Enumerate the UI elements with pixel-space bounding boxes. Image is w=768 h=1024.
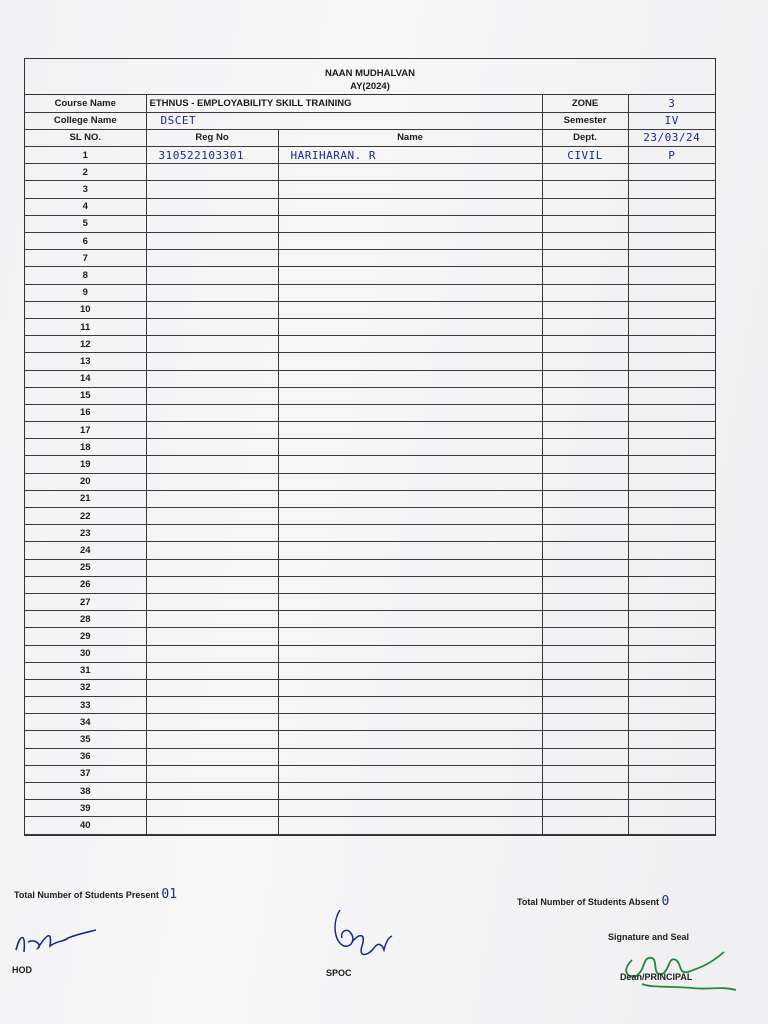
- dept-cell: [542, 336, 628, 353]
- student-name-cell: [278, 353, 542, 370]
- attendance-status-cell: [628, 783, 715, 800]
- table-row: [25, 525, 715, 542]
- table-row: [25, 576, 715, 593]
- serial-number-cell: 17: [25, 422, 146, 439]
- attendance-status-cell: [628, 645, 715, 662]
- reg-number-cell: [146, 679, 278, 696]
- serial-number-cell: 35: [25, 731, 146, 748]
- table-row: [25, 628, 715, 645]
- reg-number-cell: [146, 198, 278, 215]
- reg-number-cell: [146, 439, 278, 456]
- student-name-cell: [278, 439, 542, 456]
- attendance-status-cell: [628, 765, 715, 782]
- attendance-status-cell: [628, 387, 715, 404]
- dept-cell: [542, 370, 628, 387]
- dept-cell: [542, 404, 628, 421]
- serial-number-cell: 14: [25, 370, 146, 387]
- reg-number-cell: [146, 576, 278, 593]
- reg-number-cell: [146, 525, 278, 542]
- dept-cell: [542, 800, 628, 817]
- dept-header: Dept.: [542, 129, 628, 146]
- dept-cell: [542, 679, 628, 696]
- table-row: [25, 336, 715, 353]
- student-name-cell: [278, 817, 542, 834]
- present-label: Total Number of Students Present: [14, 890, 159, 900]
- table-row: [25, 645, 715, 662]
- student-name-cell: [278, 456, 542, 473]
- college-row: [25, 112, 715, 129]
- table-row: [25, 679, 715, 696]
- present-total: [14, 887, 177, 902]
- reg-number-cell: [146, 800, 278, 817]
- attendance-status-cell: [628, 662, 715, 679]
- table-row: [25, 404, 715, 421]
- reg-number-cell: [146, 422, 278, 439]
- table-row: [25, 250, 715, 267]
- serial-number-cell: 30: [25, 645, 146, 662]
- serial-number-cell: 1: [25, 147, 146, 164]
- hod-signature: [8, 912, 108, 962]
- dept-cell: [542, 783, 628, 800]
- dept-cell: [542, 250, 628, 267]
- present-value: 01: [161, 887, 178, 902]
- serial-number-cell: 6: [25, 233, 146, 250]
- serial-number-cell: 26: [25, 576, 146, 593]
- serial-number-cell: 15: [25, 387, 146, 404]
- reg-number-cell: [146, 508, 278, 525]
- reg-number-cell: [146, 164, 278, 181]
- reg-number-cell: [146, 731, 278, 748]
- dept-cell: [542, 198, 628, 215]
- dept-cell: [542, 748, 628, 765]
- dept-cell: [542, 233, 628, 250]
- serial-number-cell: 16: [25, 404, 146, 421]
- reg-number-cell: [146, 542, 278, 559]
- attendance-status-cell: [628, 233, 715, 250]
- student-name-cell: [278, 490, 542, 507]
- principal-signature: [612, 930, 752, 1000]
- course-value: ETHNUS - EMPLOYABILITY SKILL TRAINING: [146, 95, 542, 112]
- table-row: [25, 714, 715, 731]
- absent-total: [517, 894, 669, 909]
- reg-number-cell: [146, 181, 278, 198]
- student-name-cell: [278, 559, 542, 576]
- reg-number-cell: [146, 611, 278, 628]
- attendance-status-cell: [628, 679, 715, 696]
- table-row: [25, 542, 715, 559]
- attendance-status-cell: [628, 525, 715, 542]
- reg-number-cell: [146, 559, 278, 576]
- dept-cell: [542, 731, 628, 748]
- reg-number-cell: 310522103301: [146, 147, 278, 164]
- student-name-cell: [278, 336, 542, 353]
- reg-number-cell: [146, 301, 278, 318]
- attendance-status-cell: [628, 353, 715, 370]
- table-row: [25, 508, 715, 525]
- attendance-status-cell: [628, 731, 715, 748]
- student-name-cell: [278, 215, 542, 232]
- attendance-status-cell: [628, 473, 715, 490]
- table-row: [25, 267, 715, 284]
- dept-cell: [542, 267, 628, 284]
- student-name-cell: [278, 679, 542, 696]
- table-row: [25, 387, 715, 404]
- serial-number-cell: 40: [25, 817, 146, 834]
- principal-label: Dean/PRINCIPAL: [620, 972, 693, 982]
- dept-cell: CIVIL: [542, 147, 628, 164]
- serial-number-cell: 33: [25, 697, 146, 714]
- reg-number-cell: [146, 628, 278, 645]
- table-row: [25, 800, 715, 817]
- reg-header: Reg No: [146, 129, 278, 146]
- dept-cell: [542, 559, 628, 576]
- table-row: [25, 765, 715, 782]
- student-name-cell: [278, 508, 542, 525]
- student-name-cell: [278, 662, 542, 679]
- table-row: [25, 593, 715, 610]
- serial-number-cell: 39: [25, 800, 146, 817]
- student-name-cell: HARIHARAN. R: [278, 147, 542, 164]
- dept-cell: [542, 215, 628, 232]
- attendance-status-cell: [628, 370, 715, 387]
- form-header: [25, 59, 715, 95]
- serial-number-cell: 23: [25, 525, 146, 542]
- dept-cell: [542, 611, 628, 628]
- student-name-cell: [278, 645, 542, 662]
- attendance-form: [24, 58, 716, 836]
- serial-number-cell: 19: [25, 456, 146, 473]
- dept-cell: [542, 164, 628, 181]
- reg-number-cell: [146, 697, 278, 714]
- serial-number-cell: 34: [25, 714, 146, 731]
- table-row: [25, 748, 715, 765]
- table-row: [25, 301, 715, 318]
- reg-number-cell: [146, 370, 278, 387]
- student-name-cell: [278, 473, 542, 490]
- attendance-status-cell: [628, 404, 715, 421]
- student-name-cell: [278, 697, 542, 714]
- student-name-cell: [278, 233, 542, 250]
- student-name-cell: [278, 748, 542, 765]
- serial-number-cell: 2: [25, 164, 146, 181]
- name-header: Name: [278, 129, 542, 146]
- table-row: [25, 559, 715, 576]
- serial-number-cell: 11: [25, 318, 146, 335]
- student-name-cell: [278, 576, 542, 593]
- reg-number-cell: [146, 748, 278, 765]
- dept-cell: [542, 318, 628, 335]
- serial-number-cell: 22: [25, 508, 146, 525]
- table-row: [25, 783, 715, 800]
- table-row: [25, 456, 715, 473]
- table-row: [25, 147, 715, 164]
- reg-number-cell: [146, 765, 278, 782]
- table-row: [25, 697, 715, 714]
- college-value: DSCET: [146, 112, 542, 129]
- attendance-status-cell: [628, 508, 715, 525]
- attendance-table: [25, 95, 715, 835]
- dept-cell: [542, 284, 628, 301]
- reg-number-cell: [146, 714, 278, 731]
- serial-number-cell: 31: [25, 662, 146, 679]
- student-name-cell: [278, 387, 542, 404]
- serial-number-cell: 32: [25, 679, 146, 696]
- serial-number-cell: 5: [25, 215, 146, 232]
- reg-number-cell: [146, 404, 278, 421]
- sl-header: SL NO.: [25, 129, 146, 146]
- serial-number-cell: 7: [25, 250, 146, 267]
- student-name-cell: [278, 404, 542, 421]
- dept-cell: [542, 714, 628, 731]
- serial-number-cell: 13: [25, 353, 146, 370]
- attendance-status-cell: [628, 181, 715, 198]
- student-name-cell: [278, 542, 542, 559]
- attendance-status-cell: [628, 714, 715, 731]
- attendance-status-cell: [628, 576, 715, 593]
- table-row: [25, 473, 715, 490]
- attendance-status-cell: [628, 284, 715, 301]
- attendance-status-cell: [628, 439, 715, 456]
- dept-cell: [542, 490, 628, 507]
- absent-label: Total Number of Students Absent: [517, 897, 660, 907]
- serial-number-cell: 27: [25, 593, 146, 610]
- reg-number-cell: [146, 662, 278, 679]
- student-name-cell: [278, 611, 542, 628]
- student-name-cell: [278, 181, 542, 198]
- seal-label: Signature and Seal: [608, 932, 690, 942]
- attendance-status-cell: [628, 817, 715, 834]
- dept-cell: [542, 645, 628, 662]
- serial-number-cell: 38: [25, 783, 146, 800]
- spoc-label: SPOC: [326, 968, 352, 978]
- dept-cell: [542, 473, 628, 490]
- reg-number-cell: [146, 233, 278, 250]
- reg-number-cell: [146, 318, 278, 335]
- student-name-cell: [278, 525, 542, 542]
- attendance-status-cell: [628, 336, 715, 353]
- college-label: College Name: [25, 112, 146, 129]
- dept-cell: [542, 387, 628, 404]
- attendance-status-cell: [628, 318, 715, 335]
- reg-number-cell: [146, 353, 278, 370]
- dept-cell: [542, 542, 628, 559]
- reg-number-cell: [146, 336, 278, 353]
- reg-number-cell: [146, 387, 278, 404]
- dept-cell: [542, 301, 628, 318]
- dept-cell: [542, 525, 628, 542]
- column-header-row: [25, 129, 715, 146]
- attendance-status-cell: [628, 628, 715, 645]
- attendance-status-cell: [628, 301, 715, 318]
- dept-cell: [542, 456, 628, 473]
- table-row: [25, 164, 715, 181]
- serial-number-cell: 37: [25, 765, 146, 782]
- serial-number-cell: 28: [25, 611, 146, 628]
- student-name-cell: [278, 250, 542, 267]
- table-row: [25, 422, 715, 439]
- student-name-cell: [278, 783, 542, 800]
- table-row: [25, 817, 715, 834]
- attendance-status-cell: [628, 422, 715, 439]
- student-name-cell: [278, 318, 542, 335]
- student-name-cell: [278, 628, 542, 645]
- semester-value: IV: [628, 112, 715, 129]
- attendance-status-cell: [628, 559, 715, 576]
- attendance-status-cell: [628, 456, 715, 473]
- reg-number-cell: [146, 490, 278, 507]
- student-name-cell: [278, 164, 542, 181]
- dept-cell: [542, 181, 628, 198]
- attendance-status-cell: [628, 542, 715, 559]
- table-row: [25, 662, 715, 679]
- zone-label: ZONE: [542, 95, 628, 112]
- student-name-cell: [278, 765, 542, 782]
- attendance-status-cell: [628, 593, 715, 610]
- attendance-status-cell: [628, 611, 715, 628]
- attendance-status-cell: [628, 748, 715, 765]
- serial-number-cell: 24: [25, 542, 146, 559]
- serial-number-cell: 12: [25, 336, 146, 353]
- zone-value: 3: [628, 95, 715, 112]
- attendance-status-cell: [628, 800, 715, 817]
- dept-cell: [542, 817, 628, 834]
- serial-number-cell: 21: [25, 490, 146, 507]
- table-row: [25, 284, 715, 301]
- table-row: [25, 731, 715, 748]
- attendance-status-cell: [628, 250, 715, 267]
- attendance-status-cell: [628, 215, 715, 232]
- serial-number-cell: 10: [25, 301, 146, 318]
- student-name-cell: [278, 370, 542, 387]
- dept-cell: [542, 439, 628, 456]
- dept-cell: [542, 353, 628, 370]
- table-row: [25, 370, 715, 387]
- reg-number-cell: [146, 817, 278, 834]
- table-row: [25, 233, 715, 250]
- spoc-signature: [322, 902, 402, 972]
- reg-number-cell: [146, 783, 278, 800]
- student-name-cell: [278, 800, 542, 817]
- reg-number-cell: [146, 645, 278, 662]
- dept-cell: [542, 765, 628, 782]
- reg-number-cell: [146, 456, 278, 473]
- dept-cell: [542, 508, 628, 525]
- reg-number-cell: [146, 250, 278, 267]
- attendance-status-cell: [628, 267, 715, 284]
- student-name-cell: [278, 198, 542, 215]
- table-row: [25, 198, 715, 215]
- table-row: [25, 490, 715, 507]
- table-row: [25, 215, 715, 232]
- attendance-status-cell: [628, 198, 715, 215]
- reg-number-cell: [146, 284, 278, 301]
- table-row: [25, 439, 715, 456]
- date-header: 23/03/24: [628, 129, 715, 146]
- reg-number-cell: [146, 593, 278, 610]
- dept-cell: [542, 662, 628, 679]
- hod-label: HOD: [12, 965, 32, 975]
- semester-label: Semester: [542, 112, 628, 129]
- dept-cell: [542, 576, 628, 593]
- serial-number-cell: 29: [25, 628, 146, 645]
- table-row: [25, 353, 715, 370]
- student-name-cell: [278, 301, 542, 318]
- student-name-cell: [278, 593, 542, 610]
- academic-year: AY(2024): [350, 81, 390, 92]
- student-name-cell: [278, 422, 542, 439]
- reg-number-cell: [146, 267, 278, 284]
- dept-cell: [542, 697, 628, 714]
- student-name-cell: [278, 284, 542, 301]
- attendance-status-cell: [628, 490, 715, 507]
- reg-number-cell: [146, 473, 278, 490]
- course-label: Course Name: [25, 95, 146, 112]
- serial-number-cell: 4: [25, 198, 146, 215]
- serial-number-cell: 8: [25, 267, 146, 284]
- serial-number-cell: 25: [25, 559, 146, 576]
- table-row: [25, 318, 715, 335]
- attendance-status-cell: [628, 697, 715, 714]
- serial-number-cell: 36: [25, 748, 146, 765]
- dept-cell: [542, 422, 628, 439]
- dept-cell: [542, 593, 628, 610]
- serial-number-cell: 9: [25, 284, 146, 301]
- absent-value: 0: [661, 894, 670, 909]
- student-name-cell: [278, 714, 542, 731]
- serial-number-cell: 20: [25, 473, 146, 490]
- student-name-cell: [278, 731, 542, 748]
- serial-number-cell: 18: [25, 439, 146, 456]
- attendance-status-cell: P: [628, 147, 715, 164]
- form-title: NAAN MUDHALVAN: [325, 68, 415, 79]
- student-name-cell: [278, 267, 542, 284]
- attendance-status-cell: [628, 164, 715, 181]
- course-row: [25, 95, 715, 112]
- dept-cell: [542, 628, 628, 645]
- serial-number-cell: 3: [25, 181, 146, 198]
- table-row: [25, 181, 715, 198]
- reg-number-cell: [146, 215, 278, 232]
- table-row: [25, 611, 715, 628]
